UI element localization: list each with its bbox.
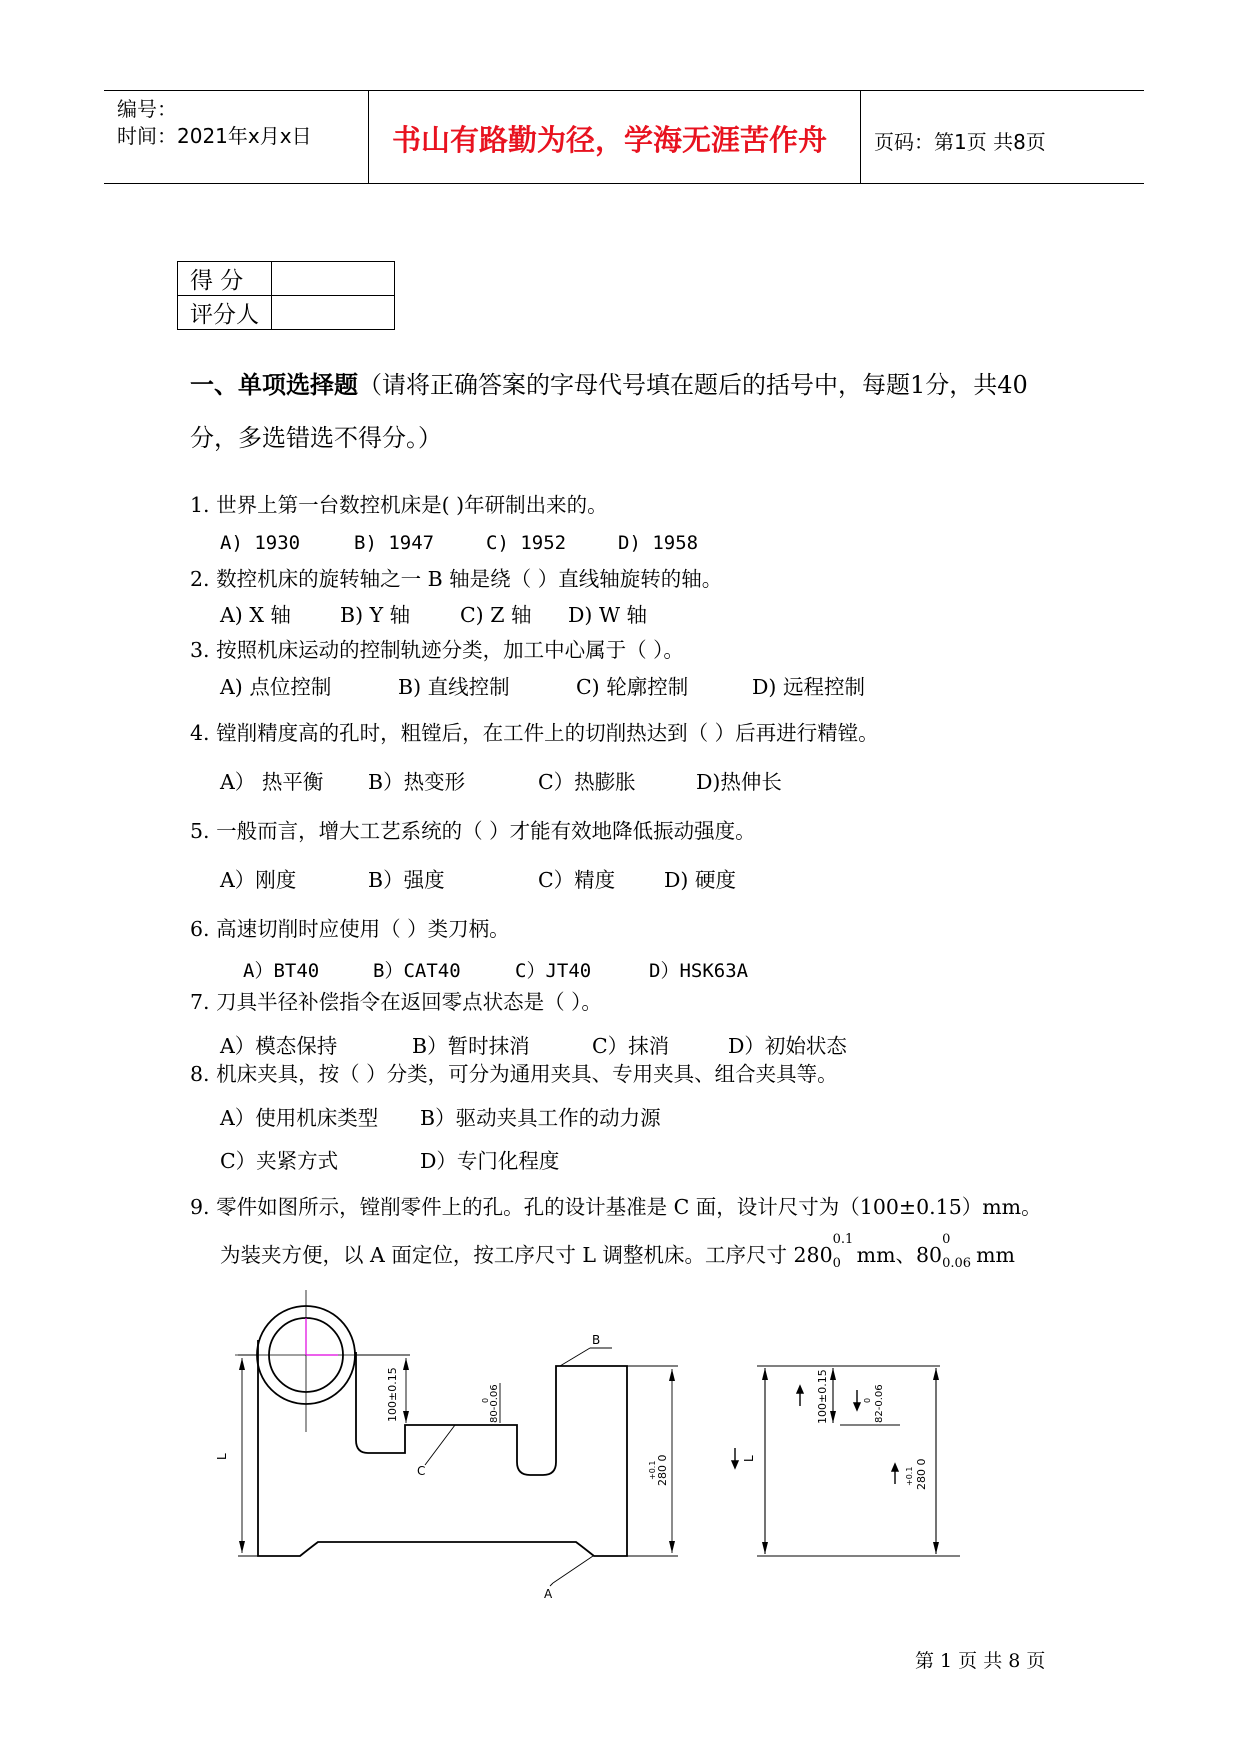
q4-option-b[interactable]: B）热变形 (368, 770, 466, 794)
dim-80-tol: 0 (481, 1397, 490, 1403)
q5-option-b[interactable]: B）强度 (368, 868, 445, 892)
q9-mm2: mm (976, 1243, 1015, 1267)
question-6: 6. 高速切削时应使用（ ）类刀柄。 (190, 917, 510, 941)
q9-tol-sub1: 0 (832, 1255, 841, 1271)
q5-option-c[interactable]: C）精度 (538, 868, 616, 892)
q6-option-c[interactable]: C）JT40 (515, 960, 592, 982)
q8-option-a[interactable]: A）使用机床类型 (220, 1106, 379, 1130)
chain-label-l: L (742, 1455, 756, 1462)
q8-option-d[interactable]: D）专门化程度 (420, 1149, 560, 1173)
score-label: 得 分 (178, 262, 272, 296)
label-c: C (417, 1464, 426, 1478)
chain-dim-80: 82-0.06 (874, 1384, 885, 1423)
q3-option-b[interactable]: B) 直线控制 (398, 675, 510, 699)
q9-tol-sub2: 0.06 (942, 1255, 972, 1271)
q7-option-a[interactable]: A）模态保持 (220, 1034, 338, 1058)
header-time-label: 时间：2021年x月x日 (117, 124, 312, 148)
q4-option-c[interactable]: C）热膨胀 (538, 770, 636, 794)
dim-280: 280 0 (656, 1454, 669, 1486)
grader-label: 评分人 (178, 296, 272, 330)
q2-option-b[interactable]: B) Y 轴 (340, 603, 411, 627)
section-instruction-2: 分，多选错选不得分。） (190, 424, 442, 452)
header-number-label: 编号： (117, 97, 177, 121)
q7-option-c[interactable]: C）抹消 (592, 1034, 670, 1058)
question-4: 4. 镗削精度高的孔时，粗镗后，在工件上的切削热达到（ ）后再进行精镗。 (190, 721, 879, 745)
q9-line2-text: 为装夹方便，以 A 面定位，按工序尺寸 L 调整机床。工序尺寸 280 (220, 1243, 833, 1267)
q7-option-b[interactable]: B）暂时抹消 (412, 1034, 530, 1058)
label-b: B (592, 1333, 601, 1347)
chain-dim-280: 280 0 (915, 1458, 928, 1490)
q1-option-c[interactable]: C) 1952 (486, 532, 567, 554)
page-footer: 第 1 页 共 8 页 (915, 1650, 1046, 1672)
q3-option-d[interactable]: D) 远程控制 (752, 675, 865, 699)
q4-option-d[interactable]: D)热伸长 (696, 770, 782, 794)
q2-option-a[interactable]: A) X 轴 (220, 603, 291, 627)
q8-option-c[interactable]: C）夹紧方式 (220, 1149, 339, 1173)
q6-option-b[interactable]: B）CAT40 (373, 960, 461, 982)
question-1: 1. 世界上第一台数控机床是( )年研制出来的。 (190, 493, 608, 517)
q7-option-d[interactable]: D）初始状态 (728, 1034, 847, 1058)
header-page-label: 页码：第1页 共8页 (874, 130, 1046, 154)
q5-option-a[interactable]: A）刚度 (220, 868, 297, 892)
q5-option-d[interactable]: D) 硬度 (664, 868, 736, 892)
q9-mm1: mm、80 (856, 1243, 943, 1267)
q4-option-a[interactable]: A） 热平衡 (220, 770, 324, 794)
q2-option-c[interactable]: C) Z 轴 (460, 603, 532, 627)
q1-option-d[interactable]: D) 1958 (618, 532, 699, 554)
question-3: 3. 按照机床运动的控制轨迹分类，加工中心属于（ ）。 (190, 638, 684, 662)
q1-option-b[interactable]: B) 1947 (354, 532, 435, 554)
q2-option-d[interactable]: D) W 轴 (568, 603, 648, 627)
q8-option-b[interactable]: B）驱动夹具工作的动力源 (420, 1106, 661, 1130)
question-7: 7. 刀具半径补偿指令在返回零点状态是（ ）。 (190, 990, 602, 1014)
label-l: L (215, 1453, 229, 1460)
label-a: A (544, 1587, 553, 1601)
question-2: 2. 数控机床的旋转轴之一 B 轴是绕（ ）直线轴旋转的轴。 (190, 567, 723, 591)
question-8: 8. 机床夹具，按（ ）分类，可分为通用夹具、专用夹具、组合夹具等。 (190, 1062, 838, 1086)
q6-option-a[interactable]: A）BT40 (243, 960, 320, 982)
chain-dim-100: 100±0.15 (816, 1369, 829, 1424)
chain-dim-80-tol: 0 (863, 1397, 872, 1403)
dim-280-tol: +0.1 (648, 1460, 657, 1480)
dim-100: 100±0.15 (386, 1367, 399, 1422)
section-title: 一、单项选择题 (190, 371, 358, 399)
dim-80: 80-0.06 (489, 1384, 500, 1423)
q1-option-a[interactable]: A) 1930 (220, 532, 301, 554)
q3-option-a[interactable]: A) 点位控制 (220, 675, 332, 699)
section-instruction-1: （请将正确答案的字母代号填在题后的括号中，每题1分，共40 (358, 371, 1028, 399)
q9-tol-sup1: 0.1 (832, 1231, 854, 1247)
q6-option-d[interactable]: D）HSK63A (649, 960, 749, 982)
q9-tol-sup2: 0 (942, 1231, 951, 1247)
q3-option-c[interactable]: C) 轮廓控制 (576, 675, 689, 699)
question-5: 5. 一般而言，增大工艺系统的（ ）才能有效地降低振动强度。 (190, 819, 756, 843)
header-motto: 书山有路勤为径，学海无涯苦作舟 (392, 123, 828, 157)
question-9: 9. 零件如图所示，镗削零件上的孔。孔的设计基准是 C 面，设计尺寸为（100±0.15）mm。 (190, 1195, 1042, 1219)
chain-dim-280-tol: +0.1 (905, 1466, 914, 1486)
